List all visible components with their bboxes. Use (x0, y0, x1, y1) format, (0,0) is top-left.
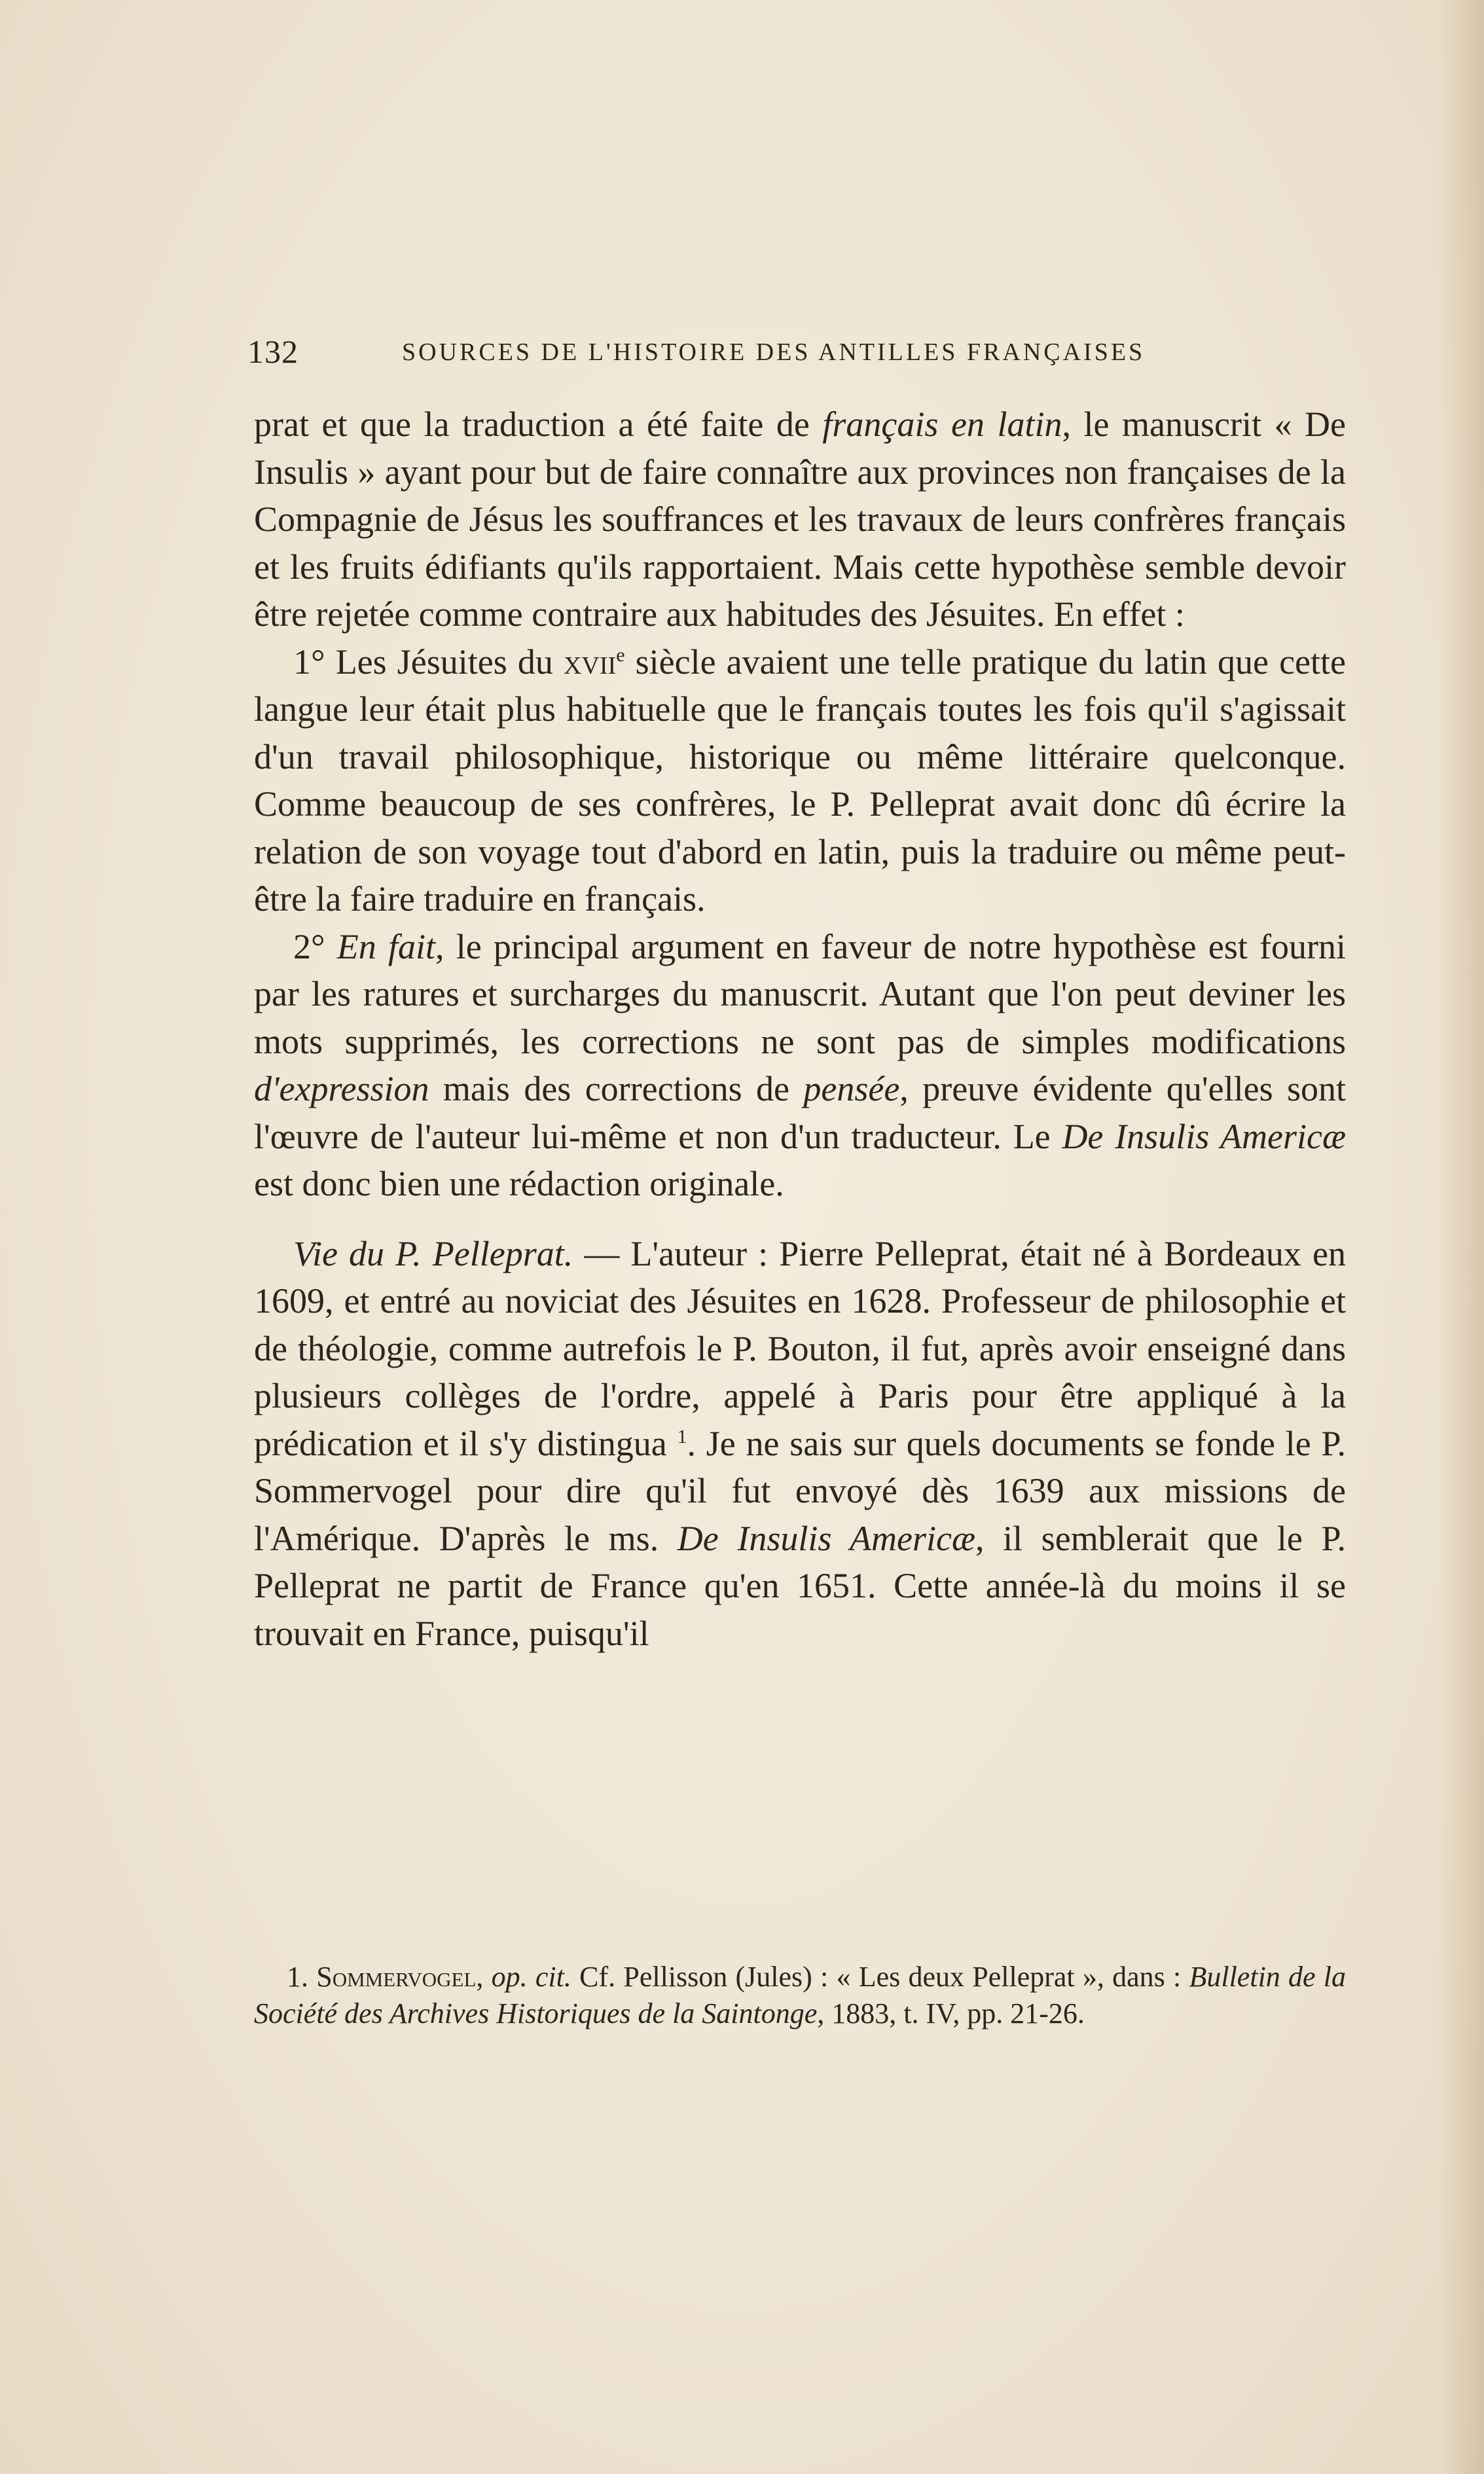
text-run: mais des corrections de (429, 1069, 804, 1108)
century-numeral: xvii (563, 642, 617, 682)
running-title: SOURCES DE L'HISTOIRE DES ANTILLES FRANÇAISES (402, 338, 1146, 366)
italic-run: d'expression (254, 1069, 429, 1108)
text-run: , (476, 1961, 492, 1993)
paragraph-vie-pelleprat (254, 1230, 1346, 1658)
text-run: Cf. Pellisson (Jules) : « Les deux Pelleprat », dans : (571, 1961, 1189, 1993)
footnote-number: 1. (287, 1961, 317, 1993)
italic-run: français en latin (822, 405, 1062, 444)
author-name: Sommervogel (316, 1961, 477, 1993)
text-run: est donc bien une rédaction originale. (254, 1164, 784, 1203)
italic-run: De Insulis Americæ (677, 1518, 975, 1558)
page-number: 132 (247, 333, 299, 370)
text-run: , preuve évidente qu'elles sont l'œuvre de l'auteur lui-même et non d'un traducteur. Le (254, 1069, 1347, 1156)
text-run: 1° Les Jésuites du (293, 642, 564, 682)
page-header (247, 333, 1347, 378)
main-text (254, 401, 1346, 1657)
superscript: e (616, 644, 625, 666)
italic-run: pensée (803, 1069, 900, 1108)
text-run: — L'auteur : Pierre Pelleprat, était né à Bordeaux en 1609, et entré au noviciat des Jésuites en 1628. Professeur de philosophie et de théologie, comme autrefois le P. Bouton, il fut, après avoir enseigné dans plusieurs collèges de l'ordre, appelé à Paris pour être appliqué à la prédication et il s'y distingua (254, 1233, 1346, 1463)
section-heading-italic: Vie du P. Pelleprat. (293, 1233, 573, 1273)
text-run: 2° (293, 926, 337, 966)
text-run: prat et que la traduction a été faite de (254, 405, 823, 444)
paragraph-point-1 (254, 638, 1346, 923)
paragraph-continuation (254, 401, 1346, 638)
text-run: , 1883, t. IV, pp. 21-26. (817, 1997, 1085, 2029)
text-run: . Je ne sais sur quels documents se fonde le P. Sommervogel pour dire qu'il fut envoyé dès 1639 aux missions de l'Amérique. D'après le ms. (254, 1423, 1347, 1558)
italic-run: Bulletin de la Société des Archives Historiques de la Saintonge (254, 1961, 1347, 2029)
footnote (254, 1959, 1346, 2032)
italic-run: op. cit. (491, 1961, 571, 1993)
italic-run: En fait (336, 926, 435, 966)
text-run: , le principal argument en faveur de notre hypothèse est fourni par les ratures et surcharges du manuscrit. Autant que l'on peut deviner les mots supprimés, les corrections ne sont pas de simples modifications (254, 926, 1346, 1061)
italic-run: De Insulis Americæ (1062, 1116, 1346, 1156)
footnote-ref: 1 (677, 1425, 687, 1447)
text-run: siècle avaient une telle pratique du latin que cette langue leur était plus habituelle que le français toutes les fois qu'il s'agissait d'un travail philosophique, historique ou même littéraire quelconque. Comme beaucoup de ses confrères, le P. Pelleprat avait donc dû écrire la relation de son voyage tout d'abord en latin, puis la traduire ou même peut-être la faire traduire en français. (254, 642, 1346, 919)
paragraph-point-2 (254, 923, 1346, 1208)
page-edge-shadow (1438, 0, 1484, 2474)
text-run: , il semblerait que le P. Pelleprat ne partit de France qu'en 1651. Cette année-là du moins il se trouvait en France, puisqu'il (254, 1518, 1346, 1653)
text-run: , le manuscrit « De Insulis » ayant pour but de faire connaître aux provinces non françaises de la Compagnie de Jésus les souffrances et les travaux de leurs confrères français et les fruits édifiants qu'ils rapportaient. Mais cette hypothèse semble devoir être rejetée comme contraire aux habitudes des Jésuites. En effet : (254, 405, 1346, 634)
footnote-1 (254, 1959, 1346, 2032)
